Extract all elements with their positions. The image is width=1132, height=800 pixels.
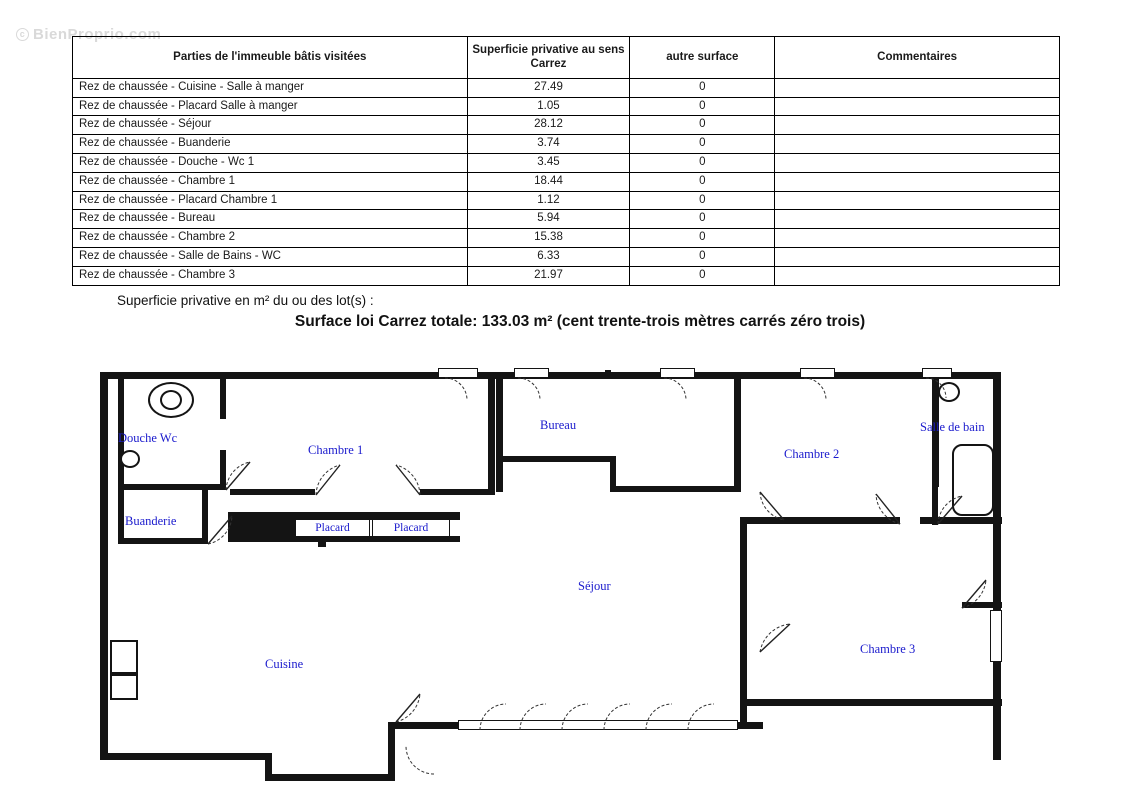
table-row	[73, 266, 1060, 285]
shower-drain-fixture	[160, 390, 182, 410]
door-arc-chambre1-left	[316, 465, 340, 495]
window-sdb	[922, 368, 952, 378]
wall-bottom-step-2	[265, 774, 395, 781]
wall-bureau-bottom-left	[496, 456, 616, 462]
room-label-chambre-2: Chambre 2	[784, 447, 840, 461]
placard-a-label: Placard	[315, 522, 350, 534]
door-arc-window-chambre2	[804, 378, 826, 400]
cell-autre: 0	[630, 97, 775, 116]
radiator-fixture	[110, 674, 138, 700]
cell-description: Rez de chaussée - Salle de Bains - WC	[73, 247, 468, 266]
cell-commentaire	[775, 229, 1060, 248]
table-row	[73, 210, 1060, 229]
cell-description: Rez de chaussée - Séjour	[73, 116, 468, 135]
surface-totale-caption: Surface loi Carrez totale: 133.03 m² (cent trente-trois mètres carrés zéro trois)	[294, 313, 866, 330]
room-label-chambre-3: Chambre 3	[860, 642, 916, 656]
table-body	[73, 78, 1060, 285]
wall-bureau-left	[496, 379, 503, 492]
column-header-commentaires: Commentaires	[775, 37, 1060, 79]
cell-commentaire	[775, 116, 1060, 135]
wc-fixture-sdb	[938, 382, 960, 402]
room-label-buanderie: Buanderie	[125, 514, 177, 528]
column-header-parties: Parties de l'immeuble bâtis visitées	[73, 37, 468, 79]
cell-superficie: 15.38	[467, 229, 630, 248]
wc-fixture-douche	[120, 450, 140, 468]
cell-commentaire	[775, 266, 1060, 285]
wall-top-left	[100, 372, 242, 379]
column-header-superficie: Superficie privative au sens Carrez	[467, 37, 630, 79]
wall-chambre3-top-right	[962, 602, 1002, 608]
cell-superficie: 5.94	[467, 210, 630, 229]
door-arc-chambre2	[760, 492, 784, 520]
table-header	[73, 37, 1060, 79]
wall-bottom-step-3	[388, 722, 395, 780]
room-label-salle-de-bain: Salle de bain	[920, 420, 985, 434]
cell-autre: 0	[630, 247, 775, 266]
wall-buanderie-left	[118, 484, 124, 544]
cell-autre: 0	[630, 116, 775, 135]
cell-autre: 0	[630, 135, 775, 154]
window-chambre3	[990, 610, 1002, 662]
cell-commentaire	[775, 78, 1060, 97]
table-row	[73, 78, 1060, 97]
copyright-icon: c	[16, 28, 29, 41]
room-label-douche-wc: Douche Wc	[118, 431, 178, 445]
door-arc-window-bureau-left	[518, 378, 540, 400]
room-label-bureau: Bureau	[540, 418, 577, 432]
door-leaf-sejour-chambre3	[760, 624, 790, 652]
wall-bottom-right	[740, 699, 1002, 706]
cell-description: Rez de chaussée - Douche - Wc 1	[73, 153, 468, 172]
door-leaf-chambre1-right	[396, 465, 420, 495]
carrez-table	[72, 36, 1060, 286]
cell-commentaire	[775, 172, 1060, 191]
door-leaf-chambre1-left	[316, 465, 340, 495]
placard-b-label: Placard	[393, 522, 429, 534]
table-row	[73, 97, 1060, 116]
cell-description: Rez de chaussée - Cuisine - Salle à manger	[73, 78, 468, 97]
placard-handle	[318, 538, 326, 547]
door-arc-sejour-chambre3	[760, 624, 790, 652]
cell-superficie: 1.12	[467, 191, 630, 210]
room-label-cuisine: Cuisine	[265, 657, 304, 671]
wall-pillar-top	[605, 370, 611, 379]
cell-description: Rez de chaussée - Placard Chambre 1	[73, 191, 468, 210]
cell-autre: 0	[630, 210, 775, 229]
wall-douche-bottom	[118, 484, 226, 490]
cell-superficie: 3.74	[467, 135, 630, 154]
wall-chambre2-left	[740, 517, 747, 627]
cell-autre: 0	[630, 153, 775, 172]
wall-chambre2-bottom	[740, 517, 900, 524]
window-sejour	[458, 720, 738, 730]
cell-autre: 0	[630, 191, 775, 210]
cell-commentaire	[775, 97, 1060, 116]
wall-chambre1-bottom-left	[230, 489, 315, 495]
cell-superficie: 27.49	[467, 78, 630, 97]
cell-commentaire	[775, 191, 1060, 210]
superficie-privative-caption: Superficie privative en m² du ou des lot(s) :	[117, 293, 374, 308]
window-bureau-left	[514, 368, 549, 378]
table-row	[73, 135, 1060, 154]
cell-description: Rez de chaussée - Buanderie	[73, 135, 468, 154]
cell-commentaire	[775, 247, 1060, 266]
floor-plan	[100, 362, 1010, 778]
door-leaf-chambre2	[760, 492, 784, 520]
window-chambre1	[438, 368, 478, 378]
cell-description: Rez de chaussée - Chambre 2	[73, 229, 468, 248]
wall-chambre3-left	[740, 624, 747, 704]
cell-description: Rez de chaussée - Bureau	[73, 210, 468, 229]
room-label-chambre-1: Chambre 1	[308, 443, 364, 457]
cell-commentaire	[775, 153, 1060, 172]
placard-a	[295, 519, 370, 537]
cell-description: Rez de chaussée - Chambre 1	[73, 172, 468, 191]
table-header-row	[73, 37, 1060, 79]
wall-douche-right-top	[220, 379, 226, 419]
door-arc-window-chambre1	[445, 378, 467, 400]
cell-description: Rez de chaussée - Chambre 3	[73, 266, 468, 285]
bathtub-fixture	[952, 444, 994, 516]
cell-autre: 0	[630, 266, 775, 285]
table-row	[73, 172, 1060, 191]
door-leaf-cuisine	[396, 694, 420, 722]
cell-superficie: 6.33	[467, 247, 630, 266]
cell-commentaire	[775, 210, 1060, 229]
column-header-autre-surface: autre surface	[630, 37, 775, 79]
cell-superficie: 21.97	[467, 266, 630, 285]
cell-autre: 0	[630, 172, 775, 191]
door-leaf-douche	[226, 462, 250, 490]
wall-chambre1-right	[488, 379, 495, 492]
table-row	[73, 153, 1060, 172]
table-row	[73, 191, 1060, 210]
cell-superficie: 28.12	[467, 116, 630, 135]
wall-sdb-left-low	[932, 480, 938, 525]
window-bureau-right	[660, 368, 695, 378]
wall-buanderie-right	[202, 484, 208, 544]
wall-top	[235, 372, 1000, 379]
door-arc-window-bureau-right	[664, 378, 686, 400]
cell-commentaire	[775, 135, 1060, 154]
table-row	[73, 247, 1060, 266]
cell-superficie: 1.05	[467, 97, 630, 116]
cell-autre: 0	[630, 78, 775, 97]
cell-autre: 0	[630, 229, 775, 248]
cell-superficie: 18.44	[467, 172, 630, 191]
wall-bureau-right	[734, 379, 741, 492]
door-arc-entry	[406, 746, 434, 774]
placard-b	[372, 519, 450, 537]
wall-douche-right-bottom	[220, 450, 226, 490]
door-arc-cuisine	[396, 694, 420, 722]
cell-superficie: 3.45	[467, 153, 630, 172]
cooktop-fixture	[110, 640, 138, 674]
wall-chambre1-bottom-right	[420, 489, 495, 495]
window-chambre2	[800, 368, 835, 378]
table-row	[73, 229, 1060, 248]
cell-description: Rez de chaussée - Placard Salle à manger	[73, 97, 468, 116]
wall-buanderie-bottom	[118, 538, 208, 544]
door-arc-douche	[226, 462, 250, 490]
wall-left	[100, 372, 108, 760]
door-arc-chambre1-right	[396, 465, 420, 495]
table-row	[73, 116, 1060, 135]
room-label-sejour: Séjour	[578, 579, 611, 593]
wall-bureau-bottom	[610, 486, 740, 492]
watermark-text: BienProprio.com	[33, 26, 162, 43]
wall-bottom-left	[100, 753, 272, 760]
